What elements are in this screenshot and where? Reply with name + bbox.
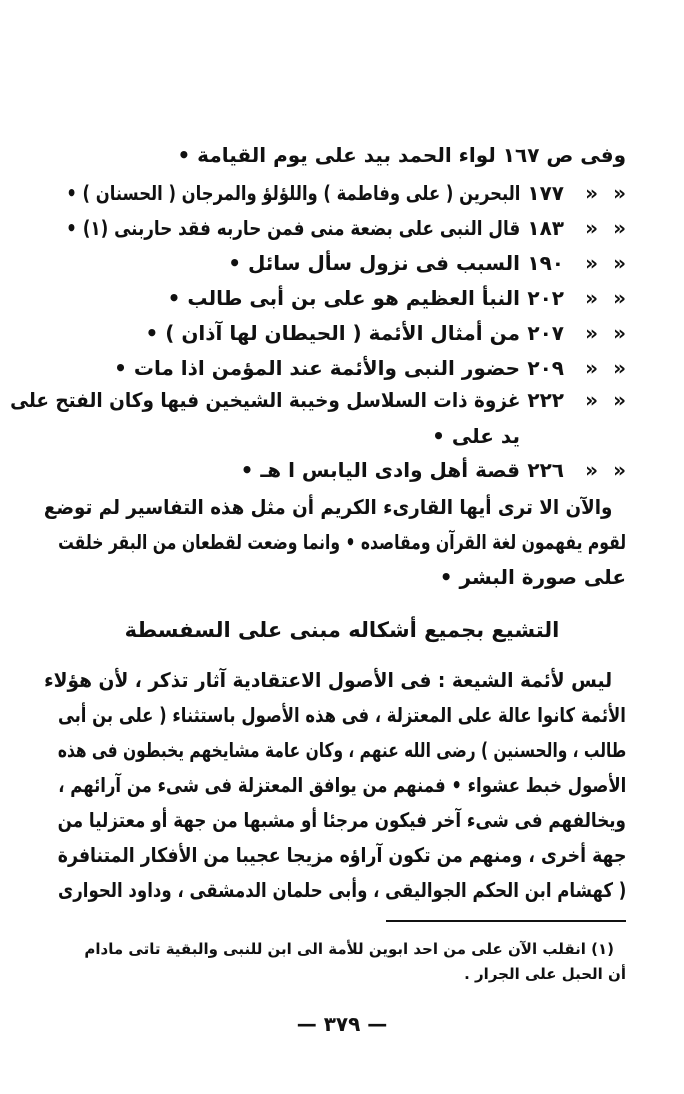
paragraph-line: لقوم يفهمون لغة القرآن ومقاصده • وانما وضعت لقطعان من البقر خلقت [57, 530, 626, 554]
footnote-line: (١) انقلب الآن على من احد ابوين للأمة الى ابن للنبى والبقية تاتى مادام [84, 940, 614, 958]
reference-text: قصة أهل وادى اليابس ا هـ • [240, 458, 520, 482]
paragraph-line: الأصول خبط عشواء • فمنهم من يوافق المعتزلة فى شىء من آرائهم ، [58, 773, 626, 797]
ditto-mark: « [613, 321, 626, 345]
reference-row [10, 385, 626, 415]
ditto-mark: « [613, 181, 626, 205]
ditto-mark: « [585, 458, 598, 482]
ditto-mark: « [613, 356, 626, 380]
reference-text: قال النبى على بضعة منى فمن حاربه فقد حاربنى (١) • [65, 216, 521, 240]
reference-row [66, 353, 626, 383]
reference-row [66, 213, 626, 243]
reference-row [66, 178, 626, 208]
ditto-mark: « [585, 388, 598, 412]
paragraph-line: طالب ، والحسنين ) رضى الله عنهم ، وكان عامة مشايخهم يخبطون فى هذه [57, 738, 626, 762]
reference-page-number: ٢٠٩ [527, 356, 564, 380]
paragraph-line: ( كهشام ابن الحكم الجواليقى ، وأبى حلمان الدمشقى ، وداود الحوارى [57, 878, 626, 902]
footnote-divider [386, 920, 626, 922]
ditto-mark: « [613, 388, 626, 412]
reference-row [66, 283, 626, 313]
paragraph-line: على صورة البشر • [439, 565, 626, 589]
ditto-mark: « [613, 458, 626, 482]
paragraph-line: ويخالفهم فى شىء آخر فيكون مرجئا أو مشبها من جهة أو معتزليا من [57, 808, 626, 832]
reference-text: حضور النبى والأئمة عند المؤمن اذا مات • [114, 356, 520, 380]
section-heading: التشيع بجميع أشكاله مبنى على السفسطة [124, 618, 560, 642]
reference-page-number: ٢٢٢ [527, 388, 564, 412]
footnote-line: أن الحبل على الجرار . [464, 965, 626, 983]
ditto-mark: « [585, 356, 598, 380]
paragraph-line: ليس لأئمة الشيعة : فى الأصول الاعتقادية آثار تذكر ، لأن هؤلاء [44, 668, 612, 692]
reference-text: البحرين ( على وفاطمة ) واللؤلؤ والمرجان ( الحسنان ) • [65, 181, 520, 205]
ditto-mark: « [613, 216, 626, 240]
ditto-mark: « [613, 286, 626, 310]
paragraph-line: جهة أخرى ، ومنهم من تكون آراؤه مزيجا عجيبا من الأفكار المتنافرة [57, 843, 626, 867]
reference-page-number: ١٩٠ [527, 251, 564, 275]
ditto-mark: « [585, 286, 598, 310]
reference-row [66, 248, 626, 278]
reference-text-continuation: يد على • [432, 424, 520, 448]
reference-page-number: ١٨٣ [527, 216, 564, 240]
ditto-mark: « [585, 321, 598, 345]
page-number: — ٣٧٩ — [296, 1012, 388, 1036]
reference-text: غزوة ذات السلاسل وخيبة الشيخين فيها وكان الفتح على [9, 388, 520, 412]
paragraph-line: الأئمة كانوا عالة على المعتزلة ، فى هذه الأصول باستثناء ( على بن أبى [58, 703, 626, 727]
reference-page-number: ٢٠٧ [527, 321, 564, 345]
ditto-mark: « [585, 181, 598, 205]
reference-row [66, 318, 626, 348]
reference-page-number: ٢٠٢ [527, 286, 564, 310]
intro-line: وفى ص ١٦٧ لواء الحمد بيد على يوم القيامة • [177, 143, 626, 167]
ditto-mark: « [585, 251, 598, 275]
reference-text: النبأ العظيم هو على بن أبى طالب • [167, 286, 520, 310]
reference-text: السبب فى نزول سأل سائل • [228, 251, 520, 275]
reference-row [66, 455, 626, 485]
reference-text: من أمثال الأئمة ( الحيطان لها آذان ) • [145, 321, 520, 345]
ditto-mark: « [613, 251, 626, 275]
reference-page-number: ١٧٧ [527, 181, 564, 205]
ditto-mark: « [585, 216, 598, 240]
paragraph-line: والآن الا ترى أيها القارىء الكريم أن مثل هذه التفاسير لم توضع [43, 495, 612, 519]
reference-page-number: ٢٢٦ [527, 458, 564, 482]
